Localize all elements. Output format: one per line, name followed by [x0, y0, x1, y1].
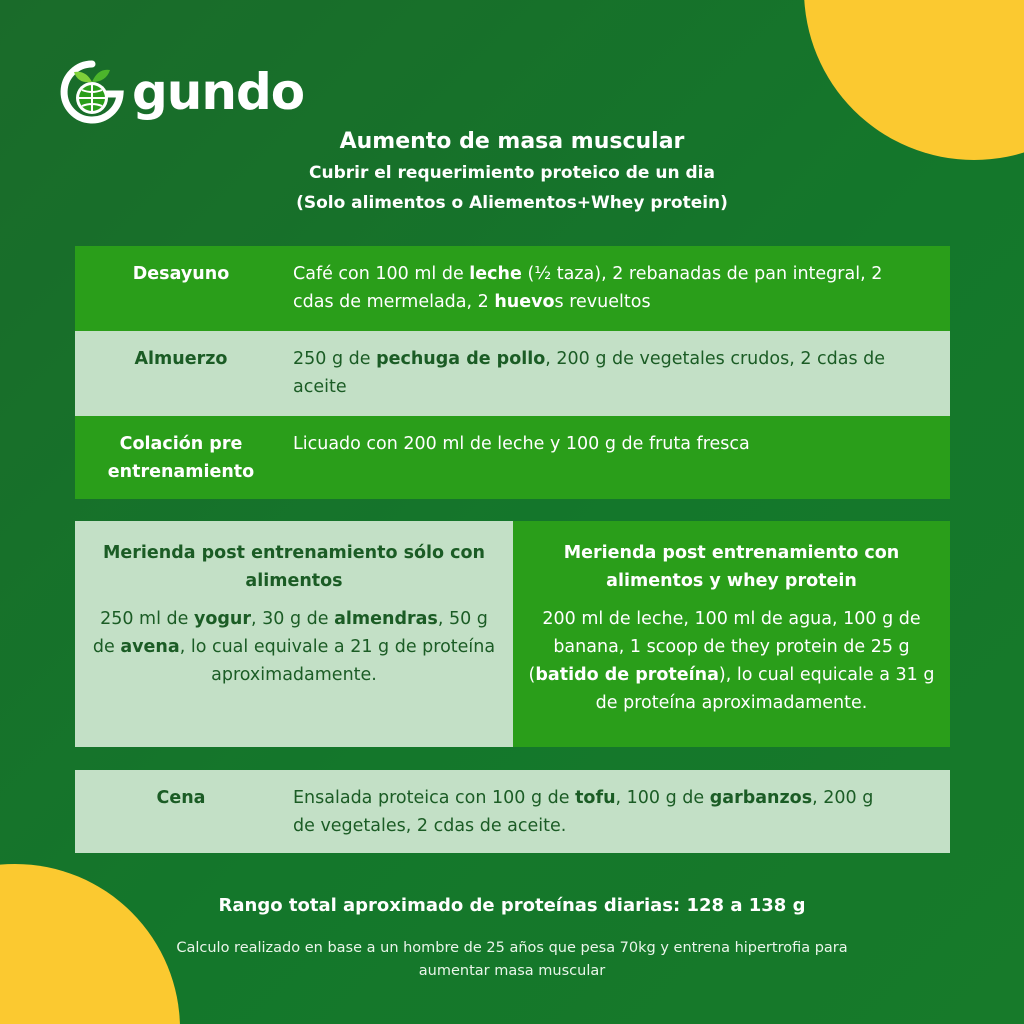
meal-label: Desayuno	[132, 264, 230, 284]
protein-total: Rango total aproximado de proteínas diarias: 128 a 138 g	[218, 895, 806, 916]
yellow-corner-shape-bottom-left	[0, 864, 180, 1024]
merienda-title: Merienda post entrenamiento con alimentos y whey protein	[563, 543, 900, 591]
highlight-food: yogur	[193, 609, 251, 629]
highlight-food: almendras	[334, 609, 438, 629]
cena-table	[75, 770, 950, 853]
page-header	[0, 126, 1024, 218]
highlight-food: batido de proteína	[535, 665, 719, 685]
meal-label: Colación pre entrenamiento	[107, 434, 255, 482]
merienda-title: Merienda post entrenamiento sólo con alimentos	[102, 543, 485, 591]
meal-description: Licuado con 200 ml de leche y 100 g de fruta fresca	[293, 434, 750, 454]
meal-row-desayuno	[75, 246, 950, 331]
page-subtitle: Cubrir el requerimiento proteico de un dia	[309, 163, 715, 183]
meal-label: Cena	[156, 788, 206, 808]
footnote: Calculo realizado en base a un hombre de 25 años que pesa 70kg y entrena hipertrofia para aumentar masa muscular	[176, 940, 848, 979]
highlight-food: pechuga de pollo	[376, 349, 546, 369]
page-title: Aumento de masa muscular	[339, 129, 685, 154]
globe-leaf-icon	[58, 58, 126, 126]
highlight-food: leche	[469, 264, 522, 284]
merienda-description: 250 ml de yogur, 30 g de almendras, 50 g de avena, lo cual equivale a 21 g de proteína aproximadamente.	[92, 609, 496, 685]
meal-description: 250 g de pechuga de pollo, 200 g de vegetales crudos, 2 cdas de aceite	[293, 349, 886, 397]
highlight-food: avena	[120, 637, 180, 657]
highlight-food: tofu	[575, 788, 616, 808]
meal-description: Ensalada proteica con 100 g de tofu, 100 g de garbanzos, 200 g de vegetales, 2 cdas de aceite.	[293, 788, 874, 836]
meal-row-almuerzo	[75, 331, 950, 416]
page-subtitle-2: (Solo alimentos o Aliementos+Whey protein)	[296, 193, 728, 213]
merienda-description: 200 ml de leche, 100 ml de agua, 100 g de banana, 1 scoop de they protein de 25 g (batido de proteína), lo cual equicale a 31 g de proteína aproximadamente.	[528, 609, 935, 713]
meal-label: Almuerzo	[134, 349, 228, 369]
highlight-food: garbanzos	[709, 788, 813, 808]
merienda-alimentos-card	[75, 521, 513, 747]
highlight-food: huevo	[494, 292, 555, 312]
meal-row-cena	[75, 770, 950, 853]
brand-logo	[58, 58, 304, 126]
brand-name: gundo	[132, 63, 305, 121]
meal-description: Café con 100 ml de leche (½ taza), 2 rebanadas de pan integral, 2 cdas de mermelada, 2 huevos revueltos	[293, 264, 883, 312]
meals-table	[75, 246, 950, 499]
merienda-whey-card	[513, 521, 950, 747]
merienda-comparison	[75, 521, 950, 747]
meal-row-colacion	[75, 416, 950, 499]
